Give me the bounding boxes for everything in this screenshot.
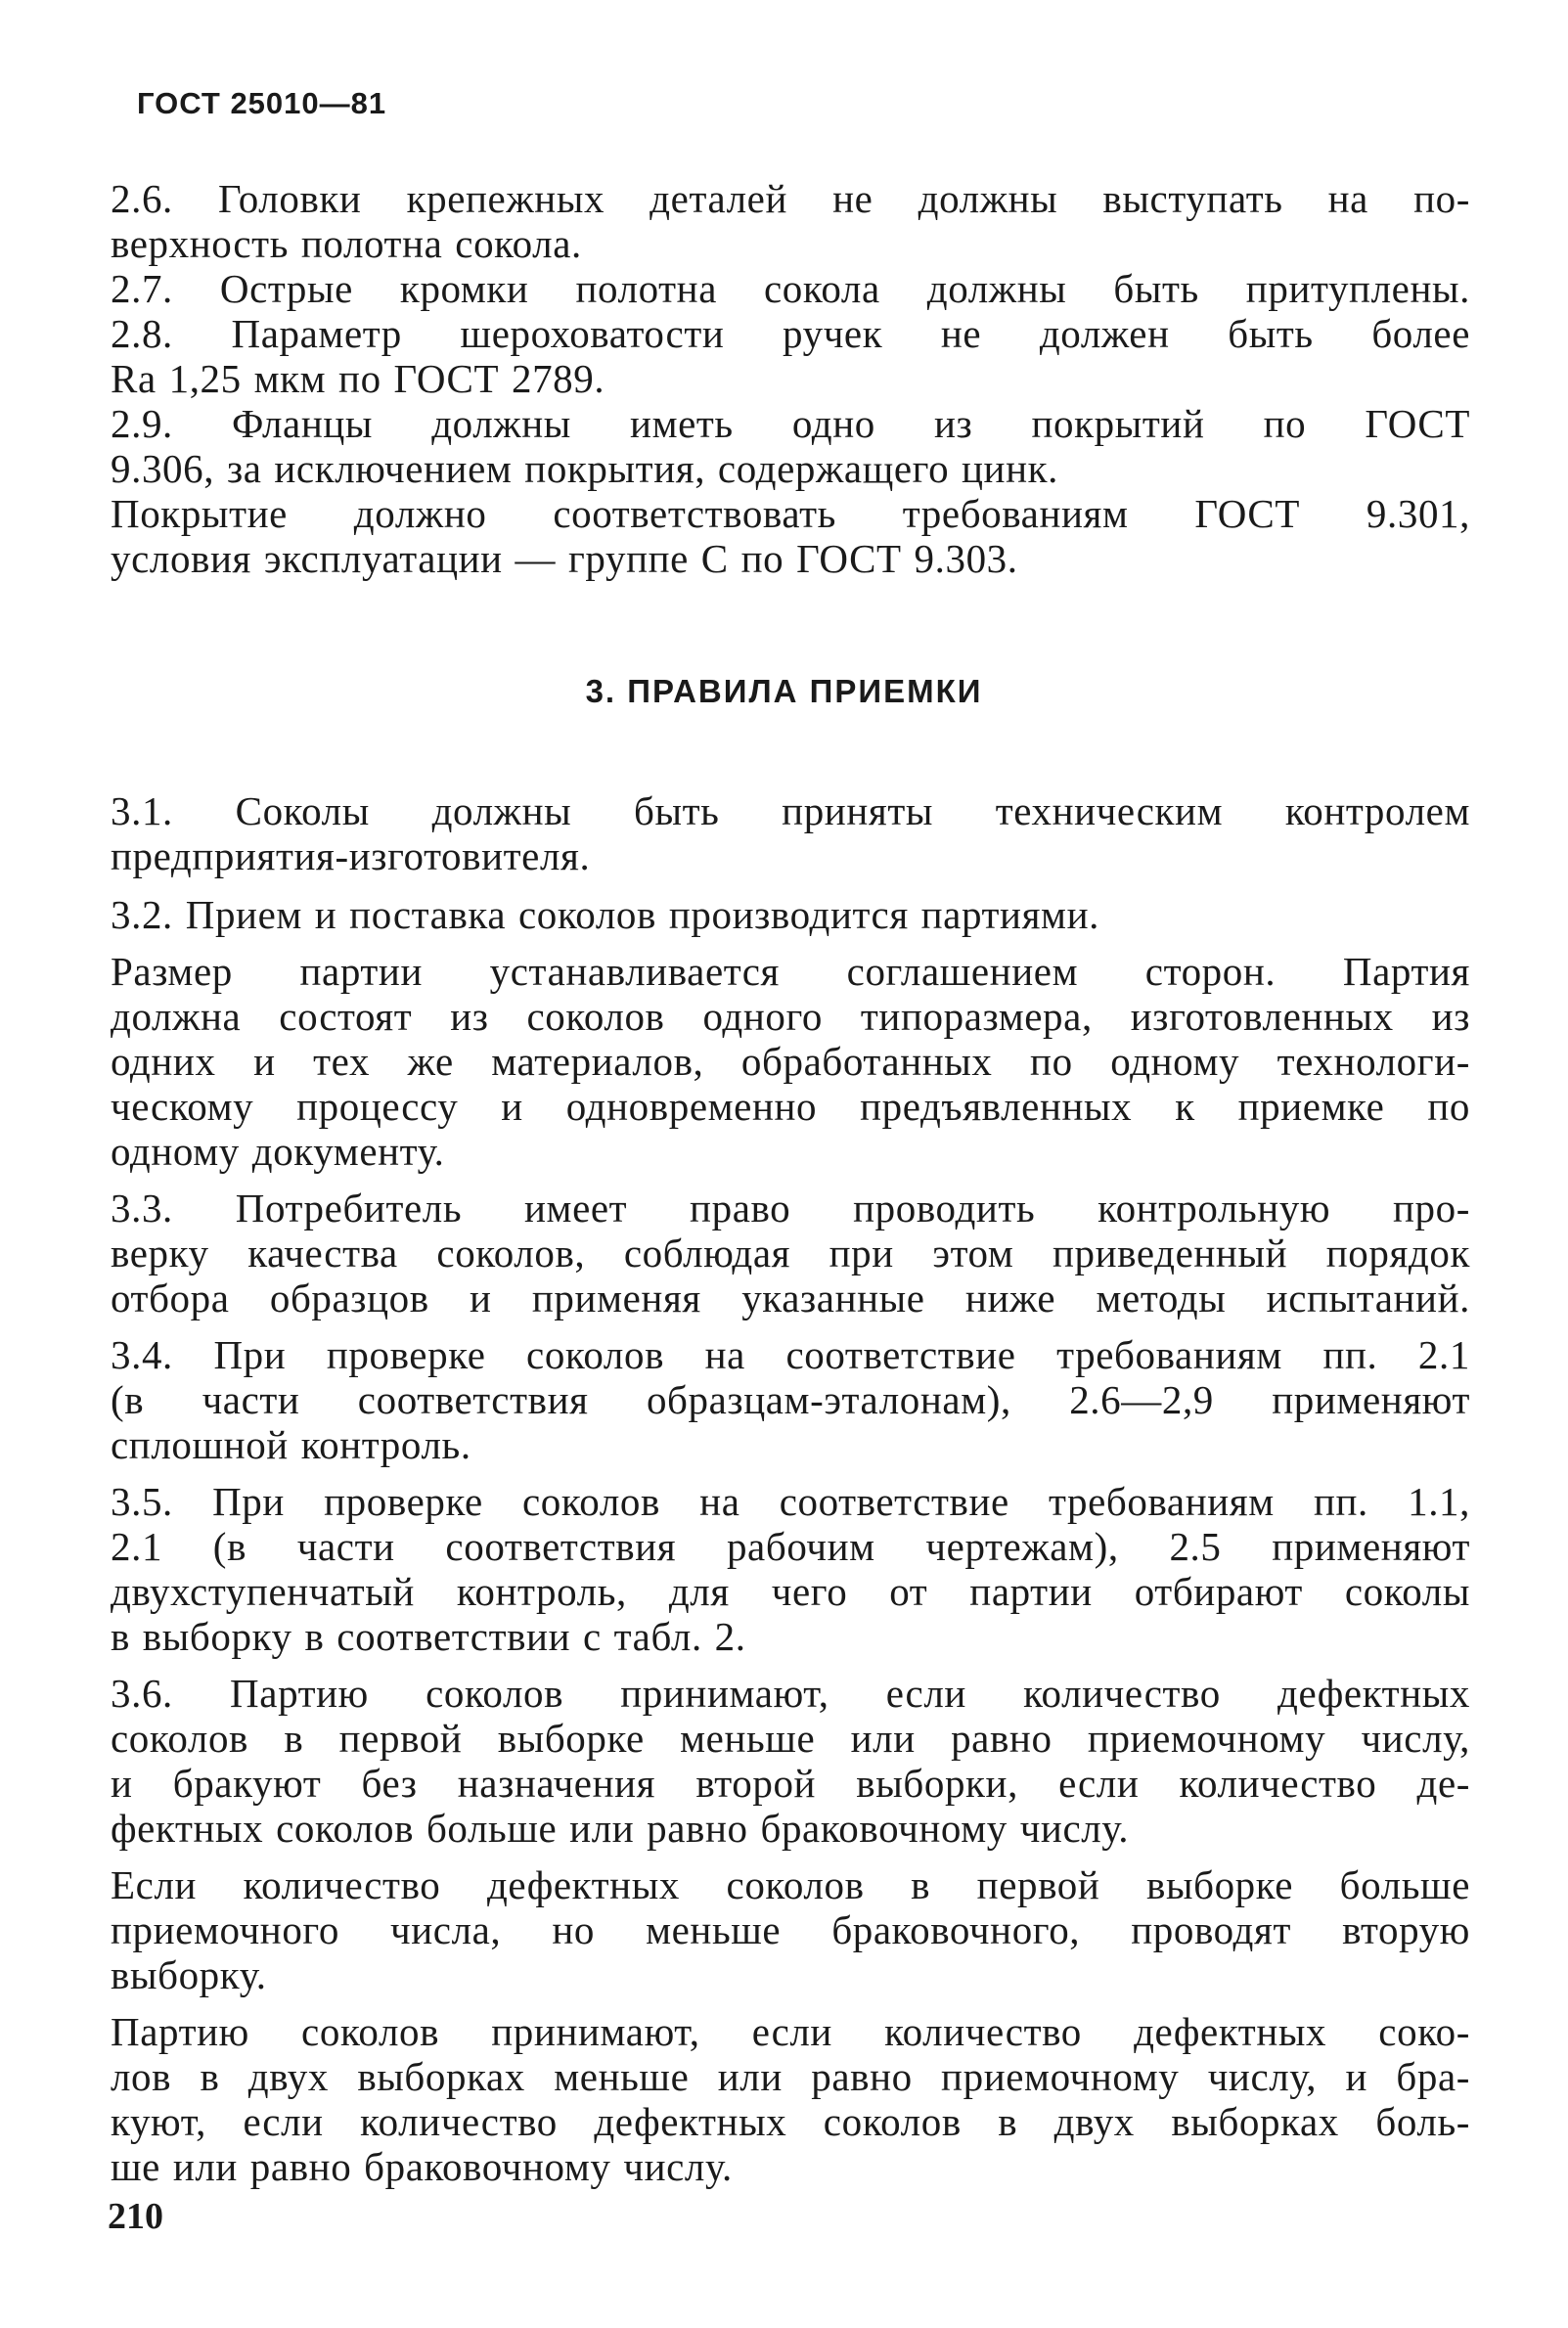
text-line: приемочного числа, но меньше браковочного, проводят вторую [111,1907,1470,1952]
text-line: 3.1. Соколы должны быть приняты техническим контролем [111,788,1470,833]
text-line: соколов в первой выборке меньше или равно приемочному числу, [111,1716,1470,1761]
text-line: одних и тех же материалов, обработанных по одному технологи- [111,1039,1470,1084]
text-line: ческому процессу и одновременно предъявленных к приемке по [111,1084,1470,1129]
text-line: в выборку в соответствии с табл. 2. [111,1614,746,1659]
text-line: 2.8. Параметр шероховатости ручек не должен быть более [111,311,1470,356]
document-header: ГОСТ 25010—81 [137,86,387,120]
text-line: Партию соколов принимают, если количество дефектных соко- [111,2009,1470,2054]
text-line: Размер партии устанавливается соглашением сторон. Партия [111,949,1470,994]
text-line: 3.6. Партию соколов принимают, если количество дефектных [111,1671,1470,1716]
text-line: выборку. [111,1952,267,1997]
text-line: 3.2. Прием и поставка соколов производится партиями. [111,892,1099,937]
text-line: лов в двух выборках меньше или равно приемочному числу, и бра- [111,2054,1470,2099]
section-title: 3. ПРАВИЛА ПРИЕМКИ [585,673,983,709]
text-line: сплошной контроль. [111,1422,471,1467]
text-line: Ra 1,25 мкм по ГОСТ 2789. [111,356,605,401]
text-line: 2.7. Острые кромки полотна сокола должны быть притуплены. [111,266,1470,311]
text-line: Покрытие должно соответствовать требованиям ГОСТ 9.301, [111,491,1470,536]
text-line: 2.1 (в части соответствия рабочим чертежам), 2.5 применяют [111,1524,1470,1569]
text-line: ше или равно браковочному числу. [111,2144,733,2189]
text-line: верку качества соколов, соблюдая при этом приведенный порядок [111,1231,1470,1276]
text-line: 2.9. Фланцы должны иметь одно из покрытий по ГОСТ [111,401,1470,446]
text-line: условия эксплуатации — группе С по ГОСТ 9.303. [111,536,1018,581]
text-line: одному документу. [111,1129,445,1174]
text-line: куют, если количество дефектных соколов в двух выборках боль- [111,2099,1470,2144]
text-line: фектных соколов больше или равно браковочному числу. [111,1806,1130,1851]
text-line: 3.4. При проверке соколов на соответствие требованиям пп. 2.1 [111,1332,1470,1377]
text-line: верхность полотна сокола. [111,221,582,266]
text-line: двухступенчатый контроль, для чего от партии отбирают соколы [111,1569,1470,1614]
text-line: 3.5. При проверке соколов на соответствие требованиям пп. 1.1, [111,1479,1470,1524]
text-line: Если количество дефектных соколов в первой выборке больше [111,1862,1470,1907]
text-line: 9.306, за исключением покрытия, содержащего цинк. [111,446,1059,491]
text-line: 2.6. Головки крепежных деталей не должны выступать на по- [111,176,1470,221]
text-line: отбора образцов и применяя указанные ниже методы испытаний. [111,1276,1470,1321]
text-line: предприятия-изготовителя. [111,833,591,878]
text-line: и бракуют без назначения второй выборки, если количество де- [111,1761,1470,1806]
text-line: (в части соответствия образцам-эталонам), 2.6—2,9 применяют [111,1377,1470,1422]
page-number: 210 [108,2196,163,2237]
text-line: должна состоят из соколов одного типоразмера, изготовленных из [111,994,1470,1039]
text-line: 3.3. Потребитель имеет право проводить контрольную про- [111,1186,1470,1231]
